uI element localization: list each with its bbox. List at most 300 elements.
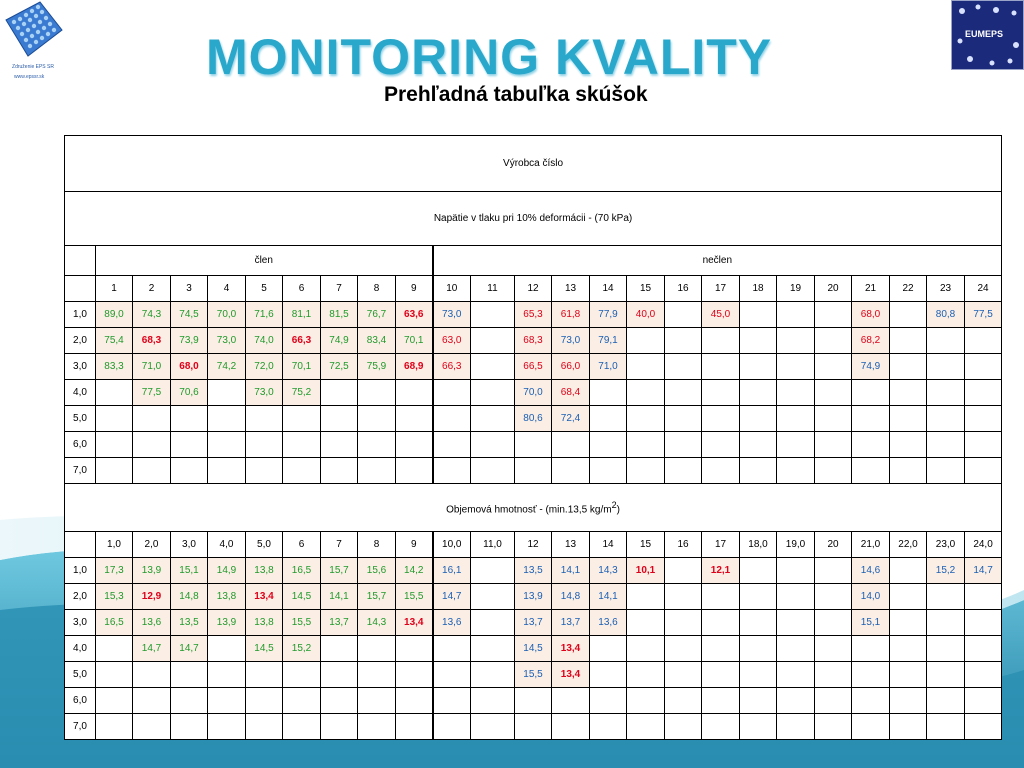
data-cell	[133, 432, 171, 458]
data-cell	[740, 380, 777, 406]
data-cell	[96, 636, 133, 662]
data-cell	[471, 432, 515, 458]
data-cell	[740, 662, 777, 688]
data-cell: 80,8	[927, 302, 965, 328]
data-cell	[815, 636, 852, 662]
data-cell	[433, 714, 471, 740]
data-cell	[96, 406, 133, 432]
table-row	[65, 714, 1002, 740]
data-cell	[471, 354, 515, 380]
data-cell	[321, 714, 358, 740]
data-cell	[740, 432, 777, 458]
data-cell	[777, 610, 815, 636]
column-header: 1	[96, 276, 133, 302]
data-cell	[283, 688, 321, 714]
column-header: 15	[627, 532, 665, 558]
row-label: 3,0	[65, 354, 96, 380]
data-cell	[965, 662, 1002, 688]
row-label: 3,0	[65, 610, 96, 636]
data-cell: 73,9	[171, 328, 208, 354]
data-cell	[358, 636, 396, 662]
column-header: 11,0	[471, 532, 515, 558]
data-cell: 75,9	[358, 354, 396, 380]
data-cell	[283, 432, 321, 458]
column-header: 18	[740, 276, 777, 302]
row-label: 5,0	[65, 406, 96, 432]
data-cell: 63,6	[396, 302, 433, 328]
data-cell	[433, 406, 471, 432]
data-cell: 66,5	[515, 354, 552, 380]
data-cell	[396, 432, 433, 458]
data-cell	[627, 380, 665, 406]
data-cell	[777, 328, 815, 354]
column-header: 9	[396, 532, 433, 558]
data-cell	[246, 432, 283, 458]
data-cell: 73,0	[208, 328, 246, 354]
data-cell	[702, 714, 740, 740]
column-header: 5,0	[246, 532, 283, 558]
data-cell	[590, 432, 627, 458]
data-cell: 17,3	[96, 558, 133, 584]
data-cell	[246, 662, 283, 688]
data-cell	[777, 584, 815, 610]
data-cell: 77,5	[965, 302, 1002, 328]
data-cell	[208, 458, 246, 484]
data-cell	[927, 458, 965, 484]
row-label: 2,0	[65, 584, 96, 610]
data-cell	[433, 458, 471, 484]
data-cell	[471, 610, 515, 636]
data-cell	[358, 458, 396, 484]
data-cell	[777, 354, 815, 380]
data-cell	[815, 354, 852, 380]
table-row	[65, 662, 1002, 688]
data-cell	[433, 688, 471, 714]
column-header: 17	[702, 276, 740, 302]
data-cell	[852, 458, 890, 484]
data-cell	[665, 584, 702, 610]
data-cell	[852, 636, 890, 662]
data-cell	[96, 458, 133, 484]
data-cell	[927, 636, 965, 662]
table-row	[65, 136, 1002, 192]
data-cell	[627, 636, 665, 662]
data-cell	[627, 714, 665, 740]
data-cell	[590, 380, 627, 406]
data-cell	[965, 714, 1002, 740]
data-cell: 14,3	[590, 558, 627, 584]
data-cell	[852, 662, 890, 688]
column-header: 8	[358, 276, 396, 302]
column-header: 11	[471, 276, 515, 302]
data-cell: 73,0	[433, 302, 471, 328]
column-header: 12	[515, 276, 552, 302]
data-cell	[965, 610, 1002, 636]
data-cell	[133, 406, 171, 432]
data-cell	[208, 380, 246, 406]
data-cell: 68,0	[852, 302, 890, 328]
data-cell	[702, 610, 740, 636]
table-row	[65, 584, 1002, 610]
data-cell: 14,1	[590, 584, 627, 610]
data-cell: 15,1	[171, 558, 208, 584]
data-cell: 15,5	[283, 610, 321, 636]
data-cell	[396, 636, 433, 662]
data-cell: 14,5	[246, 636, 283, 662]
data-cell	[852, 406, 890, 432]
data-cell	[890, 328, 927, 354]
data-cell: 13,6	[133, 610, 171, 636]
data-cell: 13,4	[552, 636, 590, 662]
data-cell: 79,1	[590, 328, 627, 354]
data-cell: 72,0	[246, 354, 283, 380]
column-header: 23	[927, 276, 965, 302]
row-label: 6,0	[65, 432, 96, 458]
data-cell	[740, 354, 777, 380]
data-cell	[321, 458, 358, 484]
data-cell	[283, 714, 321, 740]
data-cell: 13,5	[515, 558, 552, 584]
column-header: 10,0	[433, 532, 471, 558]
data-cell: 14,6	[852, 558, 890, 584]
data-cell: 13,8	[246, 610, 283, 636]
data-cell: 15,5	[396, 584, 433, 610]
column-header: 21	[852, 276, 890, 302]
data-cell	[590, 406, 627, 432]
data-cell	[133, 714, 171, 740]
data-cell	[890, 688, 927, 714]
data-cell	[208, 662, 246, 688]
table-row	[65, 406, 1002, 432]
data-cell	[552, 458, 590, 484]
data-cell	[815, 432, 852, 458]
data-cell	[965, 458, 1002, 484]
manufacturer-title	[65, 136, 1002, 192]
column-header: 23,0	[927, 532, 965, 558]
data-cell: 15,2	[927, 558, 965, 584]
column-header: 16	[665, 276, 702, 302]
column-header: 5	[246, 276, 283, 302]
data-cell	[777, 302, 815, 328]
data-cell	[133, 458, 171, 484]
data-cell	[927, 354, 965, 380]
data-cell	[740, 458, 777, 484]
data-cell	[396, 406, 433, 432]
data-cell: 13,7	[515, 610, 552, 636]
data-cell	[321, 380, 358, 406]
data-cell	[590, 636, 627, 662]
data-cell	[627, 328, 665, 354]
data-cell	[358, 662, 396, 688]
table-row	[65, 302, 1002, 328]
data-cell	[852, 688, 890, 714]
data-cell	[815, 328, 852, 354]
column-header: 3	[171, 276, 208, 302]
data-cell: 16,1	[433, 558, 471, 584]
data-cell	[815, 662, 852, 688]
data-cell: 15,2	[283, 636, 321, 662]
data-cell	[321, 432, 358, 458]
data-cell	[283, 458, 321, 484]
data-cell	[777, 662, 815, 688]
data-cell: 13,6	[590, 610, 627, 636]
column-header: 13	[552, 276, 590, 302]
data-cell	[96, 714, 133, 740]
data-cell: 74,0	[246, 328, 283, 354]
data-cell	[965, 432, 1002, 458]
data-cell: 76,7	[358, 302, 396, 328]
data-cell	[96, 688, 133, 714]
data-cell: 70,6	[171, 380, 208, 406]
column-header: 24	[965, 276, 1002, 302]
data-cell	[890, 354, 927, 380]
data-cell: 72,5	[321, 354, 358, 380]
row-label: 2,0	[65, 328, 96, 354]
page-title: MONITORING KVALITY	[206, 29, 773, 85]
column-header: 12	[515, 532, 552, 558]
data-cell	[852, 714, 890, 740]
data-cell	[965, 380, 1002, 406]
data-cell	[815, 406, 852, 432]
data-cell	[815, 458, 852, 484]
data-cell	[777, 558, 815, 584]
data-cell	[740, 688, 777, 714]
data-cell	[590, 714, 627, 740]
data-cell	[815, 302, 852, 328]
data-cell: 83,3	[96, 354, 133, 380]
results-table	[64, 135, 1002, 740]
data-cell: 72,4	[552, 406, 590, 432]
data-cell: 89,0	[96, 302, 133, 328]
data-cell	[208, 688, 246, 714]
data-cell	[965, 584, 1002, 610]
data-cell: 14,9	[208, 558, 246, 584]
data-cell: 63,0	[433, 328, 471, 354]
row-label: 4,0	[65, 636, 96, 662]
data-cell: 15,3	[96, 584, 133, 610]
data-cell: 14,8	[171, 584, 208, 610]
table-row	[65, 354, 1002, 380]
data-cell	[471, 636, 515, 662]
data-cell	[246, 406, 283, 432]
data-cell	[396, 458, 433, 484]
data-cell: 14,2	[396, 558, 433, 584]
data-cell: 75,2	[283, 380, 321, 406]
data-cell	[627, 458, 665, 484]
data-cell	[815, 380, 852, 406]
data-cell	[171, 406, 208, 432]
table-row	[65, 636, 1002, 662]
column-header: 22,0	[890, 532, 927, 558]
table-row	[65, 688, 1002, 714]
data-cell	[965, 406, 1002, 432]
data-cell	[552, 714, 590, 740]
column-header: 6	[283, 532, 321, 558]
table-row	[65, 276, 1002, 302]
data-cell	[740, 584, 777, 610]
data-cell	[852, 380, 890, 406]
data-cell	[927, 584, 965, 610]
data-cell: 66,3	[433, 354, 471, 380]
table-row	[65, 432, 1002, 458]
table-row	[65, 558, 1002, 584]
data-cell: 73,0	[246, 380, 283, 406]
row-label: 6,0	[65, 688, 96, 714]
data-cell: 14,7	[965, 558, 1002, 584]
data-cell	[890, 302, 927, 328]
data-cell: 14,5	[515, 636, 552, 662]
data-cell	[321, 688, 358, 714]
data-cell	[927, 714, 965, 740]
data-cell	[552, 688, 590, 714]
data-cell: 15,1	[852, 610, 890, 636]
data-cell: 77,5	[133, 380, 171, 406]
data-cell	[246, 688, 283, 714]
data-cell	[927, 328, 965, 354]
data-cell	[358, 380, 396, 406]
data-cell	[208, 714, 246, 740]
data-cell: 80,6	[515, 406, 552, 432]
data-cell	[815, 714, 852, 740]
column-header: 8	[358, 532, 396, 558]
data-cell: 14,5	[283, 584, 321, 610]
data-cell	[321, 406, 358, 432]
data-cell	[890, 432, 927, 458]
column-header: 10	[433, 276, 471, 302]
data-cell: 68,4	[552, 380, 590, 406]
data-cell: 68,0	[171, 354, 208, 380]
data-cell: 70,1	[396, 328, 433, 354]
data-cell	[471, 458, 515, 484]
data-cell: 13,7	[321, 610, 358, 636]
data-cell	[96, 432, 133, 458]
data-cell	[665, 380, 702, 406]
manufacturer-title-text: Výrobca číslo	[503, 158, 564, 169]
data-cell: 74,9	[321, 328, 358, 354]
data-cell	[515, 688, 552, 714]
data-cell	[471, 380, 515, 406]
svg-text:Združenie EPS SR: Združenie EPS SR	[12, 64, 54, 70]
data-cell	[965, 354, 1002, 380]
data-cell	[590, 458, 627, 484]
column-header: 18,0	[740, 532, 777, 558]
data-cell	[777, 432, 815, 458]
column-header: 13	[552, 532, 590, 558]
column-header: 9	[396, 276, 433, 302]
data-cell	[471, 688, 515, 714]
data-cell	[171, 432, 208, 458]
column-header: 15	[627, 276, 665, 302]
data-cell	[396, 688, 433, 714]
data-cell	[927, 406, 965, 432]
data-cell	[358, 406, 396, 432]
data-cell: 13,9	[133, 558, 171, 584]
column-header: 3,0	[171, 532, 208, 558]
data-cell	[890, 458, 927, 484]
data-cell	[740, 636, 777, 662]
corner-cell	[65, 532, 96, 558]
data-cell	[321, 662, 358, 688]
data-cell	[740, 406, 777, 432]
data-cell	[927, 610, 965, 636]
data-cell: 75,4	[96, 328, 133, 354]
data-cell	[471, 328, 515, 354]
data-cell: 12,1	[702, 558, 740, 584]
data-cell: 14,7	[171, 636, 208, 662]
data-cell	[890, 584, 927, 610]
data-cell	[890, 558, 927, 584]
data-cell	[702, 584, 740, 610]
data-cell	[777, 636, 815, 662]
data-cell	[433, 662, 471, 688]
data-cell	[702, 662, 740, 688]
data-cell	[665, 610, 702, 636]
data-cell	[208, 432, 246, 458]
data-cell	[283, 662, 321, 688]
data-cell	[777, 714, 815, 740]
data-cell	[890, 636, 927, 662]
data-cell: 68,9	[396, 354, 433, 380]
column-header: 20	[815, 532, 852, 558]
data-cell	[171, 458, 208, 484]
data-cell	[927, 432, 965, 458]
data-cell	[208, 636, 246, 662]
data-cell: 45,0	[702, 302, 740, 328]
data-cell	[890, 714, 927, 740]
data-cell	[171, 662, 208, 688]
data-cell	[815, 688, 852, 714]
data-cell	[702, 406, 740, 432]
data-cell	[702, 354, 740, 380]
data-cell	[665, 662, 702, 688]
data-cell	[627, 584, 665, 610]
column-header: 20	[815, 276, 852, 302]
table-row	[65, 328, 1002, 354]
data-cell	[515, 432, 552, 458]
column-header: 17	[702, 532, 740, 558]
section2-title-end: )	[616, 504, 620, 516]
data-cell: 81,5	[321, 302, 358, 328]
epssr-logo-icon	[0, 0, 66, 84]
data-cell: 40,0	[627, 302, 665, 328]
data-cell	[515, 458, 552, 484]
data-cell	[777, 458, 815, 484]
data-cell	[665, 558, 702, 584]
data-cell	[890, 662, 927, 688]
data-cell	[627, 688, 665, 714]
data-cell	[740, 610, 777, 636]
data-cell	[665, 302, 702, 328]
data-cell	[471, 302, 515, 328]
data-cell: 68,3	[133, 328, 171, 354]
data-cell: 14,0	[852, 584, 890, 610]
table-row	[65, 380, 1002, 406]
data-cell	[358, 688, 396, 714]
eumeps-logo	[951, 0, 1024, 70]
data-cell: 70,0	[208, 302, 246, 328]
column-header: 19,0	[777, 532, 815, 558]
data-cell	[433, 380, 471, 406]
column-header: 19	[777, 276, 815, 302]
data-cell	[627, 406, 665, 432]
column-header: 1,0	[96, 532, 133, 558]
section2-title-text: Objemová hmotnosť - (min.13,5 kg/m	[446, 504, 612, 516]
section2-title	[65, 484, 1002, 532]
column-header: 16	[665, 532, 702, 558]
data-cell: 70,1	[283, 354, 321, 380]
data-cell	[890, 610, 927, 636]
column-header: 4,0	[208, 532, 246, 558]
